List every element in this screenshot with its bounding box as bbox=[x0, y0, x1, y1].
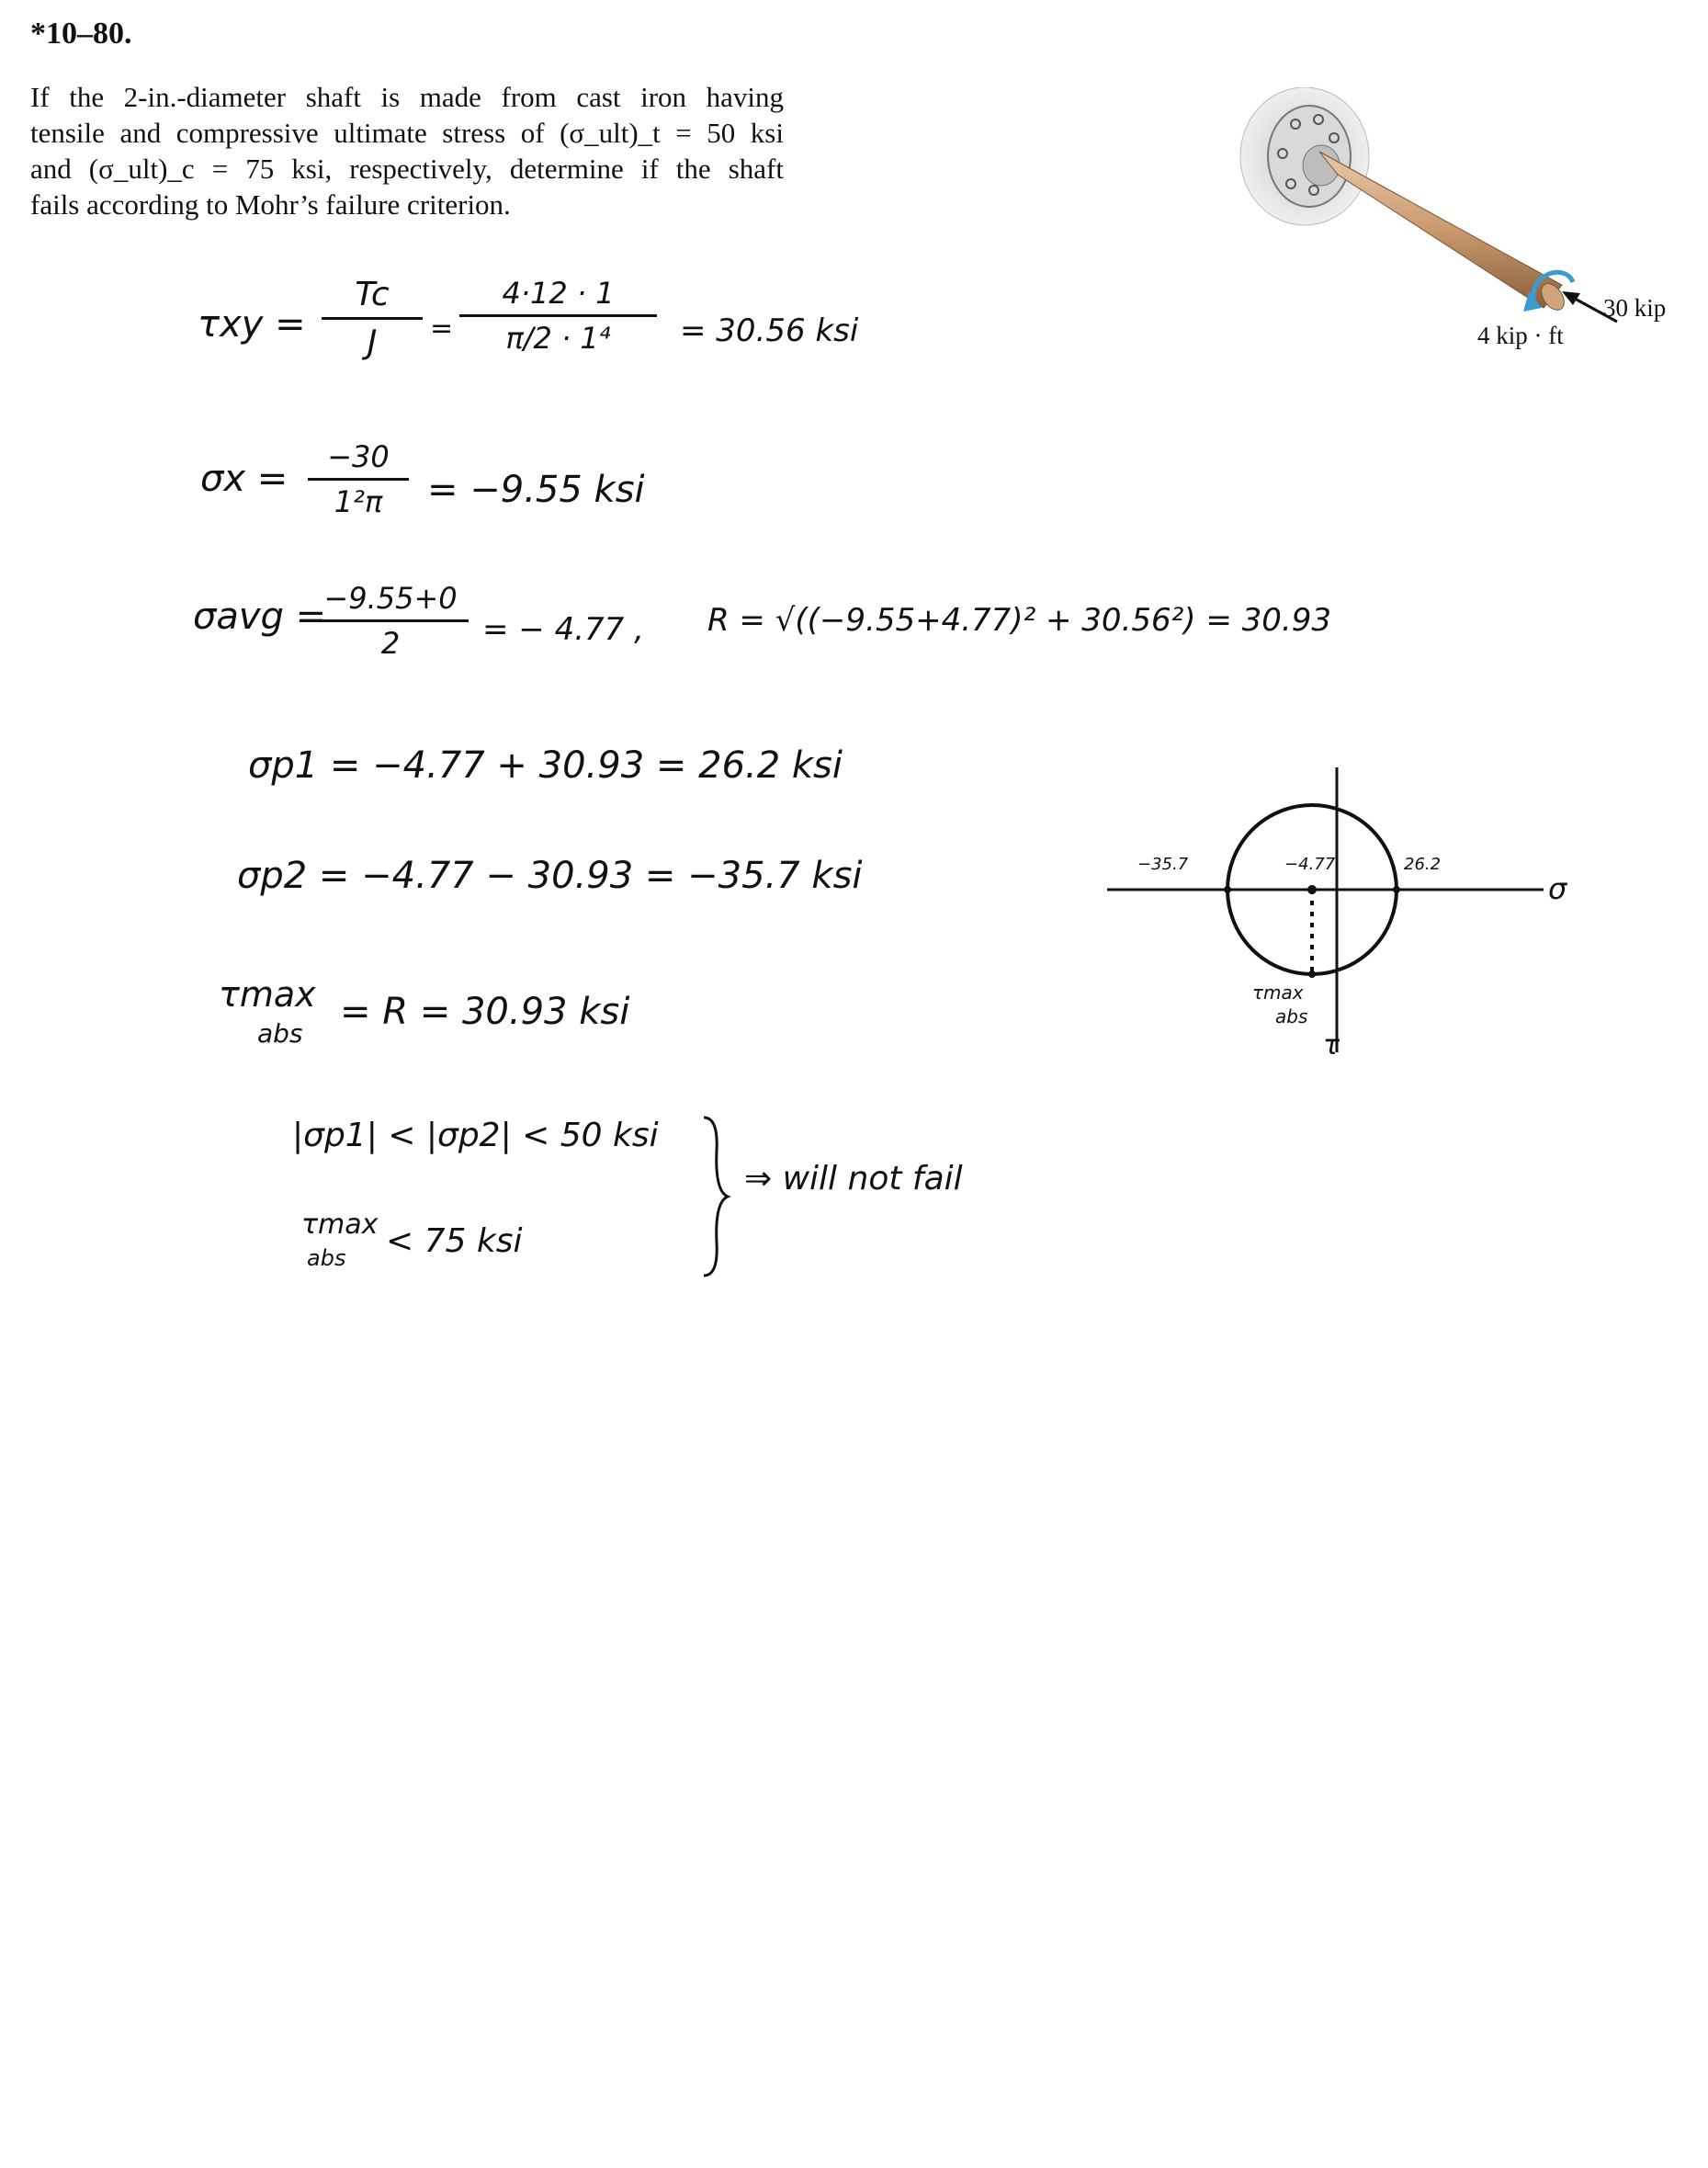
txy-num2: 4·12 · 1 bbox=[502, 276, 615, 311]
check-2-lhs: τmax bbox=[301, 1209, 379, 1241]
sp1-eq: σp1 = −4.77 + 30.93 = 26.2 ksi bbox=[248, 744, 843, 787]
tmax-lhs: τmax bbox=[219, 974, 316, 1015]
sx-result: = −9.55 ksi bbox=[427, 469, 645, 511]
sx-num: −30 bbox=[327, 439, 390, 474]
point-sp2 bbox=[1224, 886, 1231, 893]
txy-lhs: τxy = bbox=[198, 303, 306, 346]
savg-den: 2 bbox=[380, 626, 401, 661]
statement-line: and (σ_ult)_c = 75 ksi, respectively, determine if the shaft bbox=[30, 153, 784, 185]
mohr-center-label: −4.77 bbox=[1284, 855, 1336, 874]
tmax-result: = R = 30.93 ksi bbox=[340, 991, 630, 1033]
txy-den1: J bbox=[367, 323, 378, 361]
sigma-axis-label: σ bbox=[1548, 871, 1567, 906]
savg-num: −9.55+0 bbox=[323, 581, 458, 616]
frac-bar bbox=[322, 317, 423, 320]
mohr-circle bbox=[1103, 754, 1580, 1066]
shaft-body bbox=[1319, 152, 1562, 308]
frac-bar bbox=[459, 314, 657, 317]
check-2-sub: abs bbox=[307, 1245, 346, 1271]
txy-result: = 30.56 ksi bbox=[680, 312, 859, 349]
mohr-tmax-label: τmax bbox=[1252, 982, 1304, 1004]
tmax-sub: abs bbox=[257, 1018, 303, 1049]
sp2-eq: σp2 = −4.77 − 30.93 = −35.7 ksi bbox=[237, 855, 863, 897]
frac-bar bbox=[312, 619, 469, 622]
sx-frac bbox=[308, 439, 409, 519]
torque-label: 4 kip · ft bbox=[1477, 322, 1564, 349]
savg-frac bbox=[312, 581, 469, 661]
txy-num1: Tc bbox=[355, 276, 390, 313]
brace bbox=[698, 1114, 735, 1279]
check-1: |σp1| < |σp2| < 50 ksi bbox=[292, 1117, 659, 1154]
statement-line: tensile and compressive ultimate stress of (σ_ult)_t = 50 ksi bbox=[30, 117, 784, 149]
savg-lhs: σavg = bbox=[193, 596, 327, 638]
txy-den2: π/2 · 1⁴ bbox=[505, 321, 611, 356]
point-sp1 bbox=[1393, 886, 1400, 893]
problem-number: *10–80. bbox=[30, 17, 132, 51]
sx-lhs: σx = bbox=[200, 458, 288, 500]
mohr-left-label: −35.7 bbox=[1137, 855, 1189, 874]
frac-bar bbox=[308, 478, 409, 481]
conclusion: ⇒ will not fail bbox=[744, 1160, 963, 1198]
txy-eq: = bbox=[430, 312, 454, 345]
sx-den: 1²π bbox=[334, 484, 383, 519]
mohr-right-label: 26.2 bbox=[1404, 855, 1442, 874]
mohr-tmax-sub: abs bbox=[1275, 1005, 1308, 1027]
radius-eq: R = √((−9.55+4.77)² + 30.56²) = 30.93 bbox=[707, 602, 1331, 639]
force-label: 30 kip bbox=[1603, 294, 1667, 322]
check-2-rhs: < 75 ksi bbox=[386, 1222, 523, 1260]
point-tmax bbox=[1308, 970, 1316, 978]
savg-result: = − 4.77 , bbox=[482, 611, 644, 648]
statement-line: If the 2-in.-diameter shaft is made from cast iron having bbox=[30, 81, 784, 113]
txy-frac-1 bbox=[322, 276, 423, 361]
txy-frac-2 bbox=[459, 276, 657, 356]
problem-statement bbox=[30, 79, 784, 222]
tau-axis-label: τ bbox=[1323, 1029, 1340, 1061]
statement-line: fails according to Mohr’s failure criterion. bbox=[30, 188, 511, 221]
